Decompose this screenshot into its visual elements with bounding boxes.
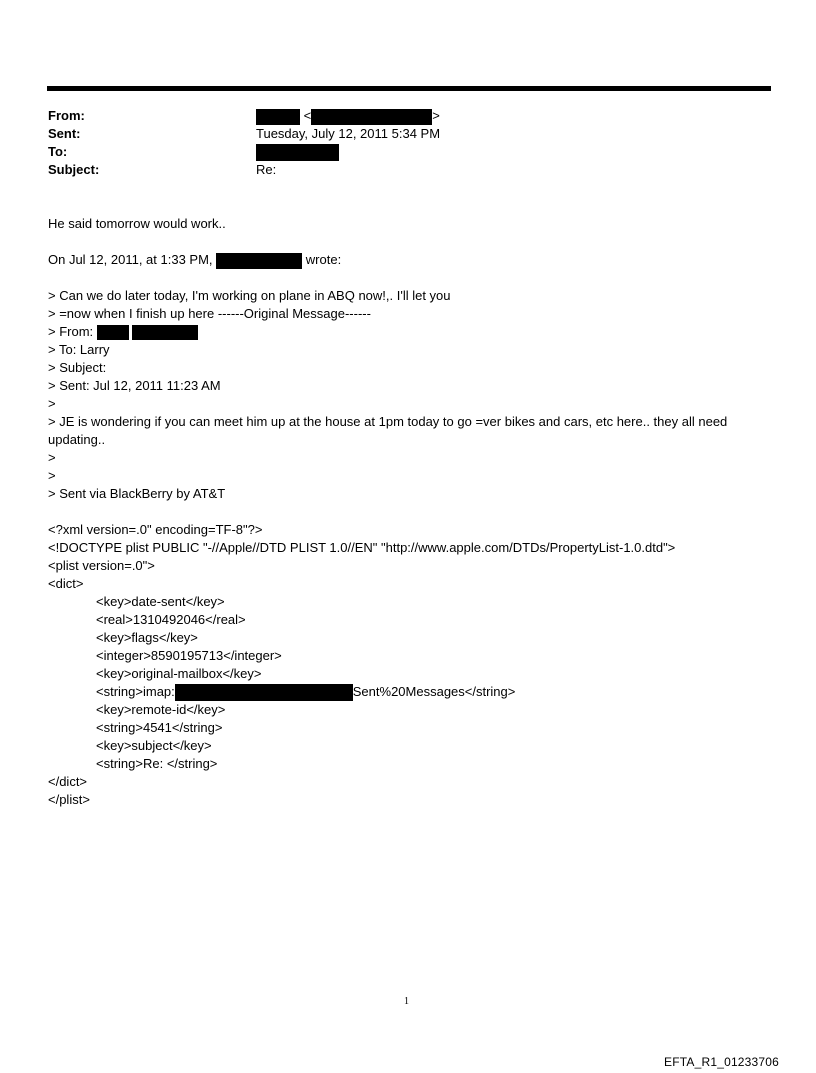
subject-value: Re:	[256, 162, 277, 177]
plist-mailbox-line	[96, 683, 515, 701]
to-label: To:	[48, 144, 68, 159]
redacted-recipient	[256, 144, 339, 161]
quoted-line: > =now when I finish up here ------Original Message------	[48, 306, 371, 321]
redacted-quoted-first	[97, 325, 129, 340]
quoted-from-label: > From:	[48, 324, 94, 339]
redacted-sender-email	[311, 109, 432, 125]
plist-line: <dict>	[48, 576, 84, 591]
plist-line: <?xml version=.0" encoding=TF-8"?>	[48, 522, 263, 537]
plist-line: <key>remote-id</key>	[96, 702, 226, 717]
plist-line: </dict>	[48, 774, 88, 789]
from-label: From:	[48, 108, 85, 123]
plist-line: <key>date-sent</key>	[96, 594, 225, 609]
sent-value: Tuesday, July 12, 2011 5:34 PM	[256, 126, 441, 141]
plist-line: <plist version=.0">	[48, 558, 155, 573]
quoted-line: >	[48, 396, 56, 411]
from-gt: >	[432, 108, 440, 123]
sent-label: Sent:	[48, 126, 81, 141]
plist-line: </plist>	[48, 792, 90, 807]
wrote-post: wrote:	[305, 252, 342, 267]
header-rule	[47, 86, 771, 91]
quoted-line: > Sent: Jul 12, 2011 11:23 AM	[48, 378, 221, 393]
plist-line: <string>Re: </string>	[96, 756, 218, 771]
subject-label: Subject:	[48, 162, 100, 177]
redacted-mailbox	[175, 684, 353, 701]
redacted-quoted-last	[132, 325, 198, 340]
quoted-line: updating..	[48, 432, 106, 447]
from-value	[256, 107, 440, 125]
page-number: 1	[404, 996, 409, 1007]
quoted-line: > JE is wondering if you can meet him up at the house at 1pm today to go =ver bikes and cars, etc here.. they all need	[48, 414, 728, 429]
plist-mailbox-post: Sent%20Messages</string>	[352, 684, 516, 699]
wrote-pre: On Jul 12, 2011, at 1:33 PM,	[48, 252, 213, 267]
plist-line: <key>subject</key>	[96, 738, 212, 753]
wrote-line	[48, 251, 341, 269]
plist-line: <!DOCTYPE plist PUBLIC "-//Apple//DTD PLIST 1.0//EN" "http://www.apple.com/DTDs/PropertyList-1.0.dtd">	[48, 540, 676, 555]
redacted-sender-name	[256, 109, 300, 125]
quoted-line: > To: Larry	[48, 342, 110, 357]
plist-line: <string>4541</string>	[96, 720, 223, 735]
body-line: He said tomorrow would work..	[48, 216, 226, 231]
plist-line: <key>original-mailbox</key>	[96, 666, 262, 681]
quoted-line: >	[48, 468, 56, 483]
quoted-line: > Can we do later today, I'm working on plane in ABQ now!,. I'll let you	[48, 288, 451, 303]
plist-line: <real>1310492046</real>	[96, 612, 246, 627]
quoted-line: > Subject:	[48, 360, 107, 375]
from-lt: <	[303, 108, 312, 123]
quoted-line: >	[48, 450, 56, 465]
to-value	[256, 143, 339, 161]
redacted-author	[216, 253, 302, 269]
plist-mailbox-pre: <string>imap:	[96, 684, 175, 699]
plist-line: <integer>8590195713</integer>	[96, 648, 282, 663]
plist-line: <key>flags</key>	[96, 630, 198, 645]
quoted-from-line	[48, 323, 198, 341]
document-id: EFTA_R1_01233706	[664, 1055, 780, 1069]
quoted-line: > Sent via BlackBerry by AT&T	[48, 486, 226, 501]
